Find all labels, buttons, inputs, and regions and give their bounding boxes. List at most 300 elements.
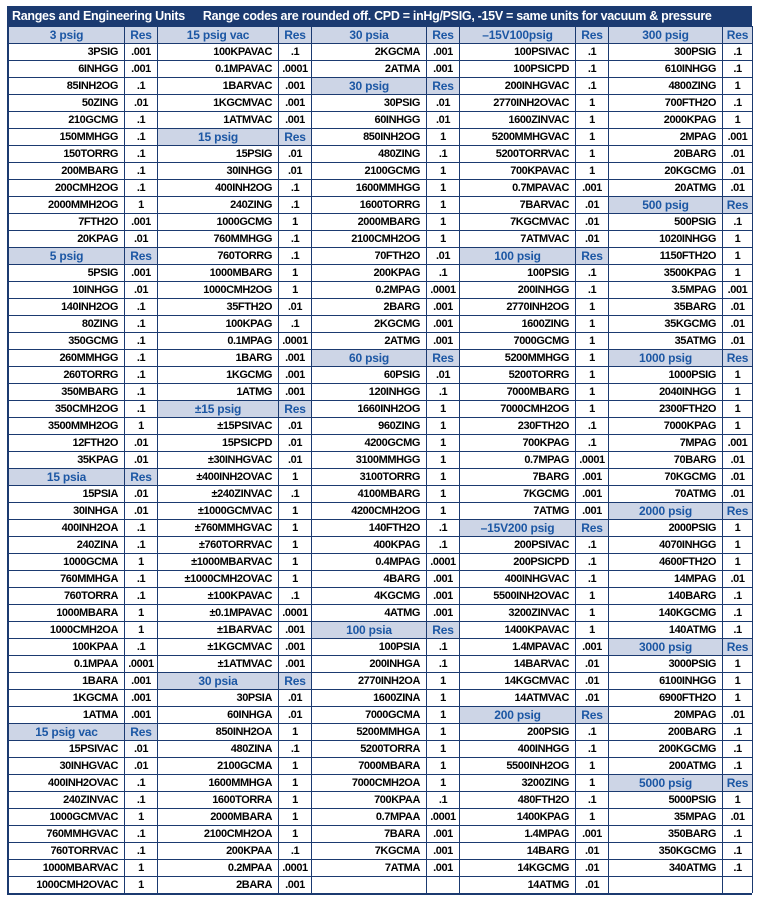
range-code-cell: ±400INH2OVAC: [158, 468, 279, 485]
range-code-cell: 30INHGVAC: [9, 757, 125, 774]
empty-row: [609, 876, 753, 893]
res-value-cell: .001: [723, 128, 753, 145]
section-header-row: [312, 77, 460, 94]
ranges-document: [7, 6, 752, 895]
res-value-cell: .01: [125, 757, 158, 774]
res-value-cell: 1: [279, 468, 312, 485]
res-value-cell: .1: [279, 230, 312, 247]
res-header-label: Res: [427, 621, 460, 638]
section-label: 15 psig: [158, 128, 279, 145]
res-value-cell: .1: [125, 825, 158, 842]
range-code-cell: 760MMHGA: [9, 570, 125, 587]
range-code-cell: 70KGCMG: [609, 468, 723, 485]
res-value-cell: 1: [427, 434, 460, 451]
range-code-cell: 1KGCMA: [9, 689, 125, 706]
data-row: [312, 468, 460, 485]
section-label: 200 psig: [460, 706, 576, 723]
data-row: [460, 332, 609, 349]
range-code-cell: 1000CMH2OG: [158, 281, 279, 298]
data-row: [312, 162, 460, 179]
data-row: [9, 842, 158, 859]
data-row: [158, 570, 312, 587]
range-code-cell: 14ATMG: [460, 876, 576, 893]
res-value-cell: 1: [723, 791, 753, 808]
res-value-cell: 1: [576, 162, 609, 179]
range-code-cell: 1600ZINA: [312, 689, 427, 706]
res-value-cell: .001: [125, 706, 158, 723]
data-row: [9, 587, 158, 604]
data-row: [312, 332, 460, 349]
res-value-cell: .1: [576, 723, 609, 740]
data-row: [460, 162, 609, 179]
data-row: [460, 655, 609, 672]
res-header-label: Res: [427, 77, 460, 94]
range-code-cell: ±1000CMH2OVAC: [158, 570, 279, 587]
res-value-cell: .1: [125, 349, 158, 366]
res-value-cell: .01: [576, 689, 609, 706]
res-value-cell: .1: [125, 111, 158, 128]
res-value-cell: 1: [723, 264, 753, 281]
range-code-cell: 400INH2OA: [9, 519, 125, 536]
data-row: [460, 213, 609, 230]
data-row: [312, 519, 460, 536]
data-row: [158, 468, 312, 485]
range-code-cell: 200PSICPD: [460, 553, 576, 570]
section-header-row: [158, 26, 312, 43]
section-label: 15 psia: [9, 468, 125, 485]
range-code-cell: 30PSIG: [312, 94, 427, 111]
range-code-cell: 14KGCMVAC: [460, 672, 576, 689]
data-row: [9, 128, 158, 145]
res-value-cell: .0001: [576, 451, 609, 468]
res-value-cell: .1: [279, 842, 312, 859]
column-pair-4: [459, 26, 609, 893]
res-value-cell: .01: [576, 842, 609, 859]
range-code-cell: 1BARVAC: [158, 77, 279, 94]
res-value-cell: .01: [125, 740, 158, 757]
range-code-cell: 1ATMA: [9, 706, 125, 723]
data-row: [460, 876, 609, 893]
range-code-cell: 2000PSIG: [609, 519, 723, 536]
res-value-cell: 1: [723, 247, 753, 264]
res-value-cell: .1: [125, 842, 158, 859]
data-row: [460, 672, 609, 689]
data-row: [158, 740, 312, 757]
res-value-cell: 1: [576, 94, 609, 111]
data-row: [460, 536, 609, 553]
data-row: [158, 417, 312, 434]
range-code-cell: 2KGCMA: [312, 43, 427, 60]
data-row: [312, 400, 460, 417]
range-code-cell: 5PSIG: [9, 264, 125, 281]
range-code-cell: 6100INHGG: [609, 672, 723, 689]
range-code-cell: 480FTH2O: [460, 791, 576, 808]
res-header-label: Res: [723, 774, 753, 791]
data-row: [9, 366, 158, 383]
section-header-row: [609, 502, 753, 519]
range-code-cell: 1600MMHGA: [158, 774, 279, 791]
range-code-cell: 850INH2OA: [158, 723, 279, 740]
range-code-cell: 5200MMHGVAC: [460, 128, 576, 145]
data-row: [312, 842, 460, 859]
range-code-cell: 2770INH2OG: [460, 298, 576, 315]
res-header-label: Res: [279, 672, 312, 689]
res-value-cell: 1: [427, 417, 460, 434]
res-value-cell: .01: [723, 808, 753, 825]
res-value-cell: 1: [723, 553, 753, 570]
res-value-cell: .001: [279, 383, 312, 400]
data-row: [312, 536, 460, 553]
res-value-cell: .01: [576, 213, 609, 230]
data-row: [312, 281, 460, 298]
section-header-row: [158, 128, 312, 145]
data-row: [609, 247, 753, 264]
range-code-cell: ±15PSIVAC: [158, 417, 279, 434]
res-value-cell: .1: [723, 859, 753, 876]
res-value-cell: .1: [427, 145, 460, 162]
range-code-cell: 12FTH2O: [9, 434, 125, 451]
res-value-cell: 1: [723, 111, 753, 128]
data-row: [9, 349, 158, 366]
range-code-cell: 700FTH2O: [609, 94, 723, 111]
data-row: [9, 570, 158, 587]
res-value-cell: 1: [576, 383, 609, 400]
res-value-cell: .001: [279, 111, 312, 128]
range-code-cell: 3500MMH2OG: [9, 417, 125, 434]
range-code-cell: 1600MMHGG: [312, 179, 427, 196]
range-code-cell: 200PSIG: [460, 723, 576, 740]
data-row: [460, 434, 609, 451]
res-value-cell: 1: [576, 315, 609, 332]
data-row: [312, 434, 460, 451]
range-code-cell: 200BARG: [609, 723, 723, 740]
data-row: [312, 366, 460, 383]
res-value-cell: 1: [427, 706, 460, 723]
section-label: 100 psig: [460, 247, 576, 264]
data-row: [460, 621, 609, 638]
data-row: [609, 825, 753, 842]
res-value-cell: .001: [576, 468, 609, 485]
data-row: [158, 519, 312, 536]
section-header-row: [9, 468, 158, 485]
res-value-cell: .1: [125, 383, 158, 400]
range-code-cell: 0.7MPAA: [312, 808, 427, 825]
res-value-cell: .1: [427, 383, 460, 400]
range-code-cell: 7KGCMA: [312, 842, 427, 859]
data-row: [9, 298, 158, 315]
range-code-cell: 200INHGG: [460, 281, 576, 298]
section-header-row: [460, 26, 609, 43]
range-code-cell: 200ATMG: [609, 757, 723, 774]
range-code-cell: 5200MMHGA: [312, 723, 427, 740]
res-header-label: Res: [125, 723, 158, 740]
data-row: [460, 315, 609, 332]
data-row: [9, 43, 158, 60]
data-row: [609, 655, 753, 672]
res-value-cell: .1: [125, 570, 158, 587]
data-row: [158, 247, 312, 264]
data-row: [609, 400, 753, 417]
res-value-cell: .1: [723, 60, 753, 77]
range-code-cell: 150MMHGG: [9, 128, 125, 145]
res-value-cell: .1: [576, 570, 609, 587]
data-row: [609, 230, 753, 247]
section-label: –15V100psig: [460, 26, 576, 43]
range-code-cell: 2100CMH2OA: [158, 825, 279, 842]
data-row: [9, 876, 158, 893]
range-code-cell: 2300FTH2O: [609, 400, 723, 417]
data-row: [158, 383, 312, 400]
range-code-cell: 0.2MPAG: [312, 281, 427, 298]
data-row: [460, 502, 609, 519]
section-header-row: [460, 706, 609, 723]
res-value-cell: .0001: [279, 604, 312, 621]
res-value-cell: .01: [427, 247, 460, 264]
res-value-cell: .001: [427, 842, 460, 859]
range-code-cell: 1000CMH2OVAC: [9, 876, 125, 893]
section-label: 15 psig vac: [158, 26, 279, 43]
range-code-cell: 15PSIA: [9, 485, 125, 502]
range-code-cell: 1000MBARVAC: [9, 859, 125, 876]
res-value-cell: .001: [723, 281, 753, 298]
range-code-cell: 140INH2OG: [9, 298, 125, 315]
res-value-cell: .1: [125, 774, 158, 791]
data-row: [158, 808, 312, 825]
data-row: [460, 774, 609, 791]
data-row: [9, 621, 158, 638]
res-value-cell: .01: [723, 332, 753, 349]
data-row: [9, 213, 158, 230]
res-header-label: Res: [723, 502, 753, 519]
section-label: 60 psig: [312, 349, 427, 366]
res-value-cell: 1: [576, 400, 609, 417]
res-header-label: Res: [576, 519, 609, 536]
data-row: [158, 60, 312, 77]
data-row: [460, 638, 609, 655]
res-value-cell: .1: [723, 757, 753, 774]
res-value-cell: 1: [723, 400, 753, 417]
data-row: [158, 332, 312, 349]
range-code-cell: 400INHGVAC: [460, 570, 576, 587]
range-code-cell: 7000MBARG: [460, 383, 576, 400]
range-code-cell: 4600FTH2O: [609, 553, 723, 570]
range-code-cell: 35FTH2O: [158, 298, 279, 315]
res-value-cell: .001: [427, 587, 460, 604]
range-code-cell: 70FTH2O: [312, 247, 427, 264]
range-code-cell: 5200TORRA: [312, 740, 427, 757]
res-value-cell: .1: [125, 366, 158, 383]
data-row: [158, 553, 312, 570]
res-value-cell: 1: [723, 519, 753, 536]
range-code-cell: 3200ZING: [460, 774, 576, 791]
range-code-cell: 230FTH2O: [460, 417, 576, 434]
res-value-cell: 1: [576, 349, 609, 366]
res-value-cell: 1: [125, 553, 158, 570]
empty-range-cell: [312, 876, 427, 893]
range-code-cell: 2100GCMG: [312, 162, 427, 179]
res-value-cell: .01: [576, 859, 609, 876]
data-row: [158, 196, 312, 213]
res-value-cell: 1: [576, 111, 609, 128]
data-row: [312, 757, 460, 774]
res-value-cell: .001: [427, 60, 460, 77]
res-value-cell: .1: [125, 77, 158, 94]
data-row: [460, 94, 609, 111]
data-row: [9, 315, 158, 332]
range-code-cell: 14MPAG: [609, 570, 723, 587]
data-row: [158, 366, 312, 383]
range-code-cell: 7BARVAC: [460, 196, 576, 213]
range-code-cell: 700KPAG: [460, 434, 576, 451]
range-code-cell: 200KGCMG: [609, 740, 723, 757]
res-value-cell: .1: [125, 298, 158, 315]
res-value-cell: .1: [279, 485, 312, 502]
data-row: [609, 213, 753, 230]
res-value-cell: .01: [723, 145, 753, 162]
range-code-cell: 1KGCMG: [158, 366, 279, 383]
range-code-cell: 0.4MPAG: [312, 553, 427, 570]
data-row: [460, 485, 609, 502]
data-row: [158, 145, 312, 162]
res-value-cell: 1: [576, 332, 609, 349]
data-row: [460, 689, 609, 706]
range-code-cell: 20BARG: [609, 145, 723, 162]
res-value-cell: .1: [427, 655, 460, 672]
data-row: [9, 383, 158, 400]
data-row: [9, 740, 158, 757]
range-code-cell: ±240ZINVAC: [158, 485, 279, 502]
res-value-cell: 1: [576, 621, 609, 638]
res-value-cell: 1: [576, 774, 609, 791]
range-code-cell: 6900FTH2O: [609, 689, 723, 706]
data-row: [9, 706, 158, 723]
res-value-cell: .001: [427, 43, 460, 60]
range-code-cell: 5500INH2OVAC: [460, 587, 576, 604]
section-label: 2000 psig: [609, 502, 723, 519]
res-value-cell: .1: [576, 791, 609, 808]
data-row: [9, 60, 158, 77]
range-code-cell: 35KGCMG: [609, 315, 723, 332]
section-header-row: [158, 400, 312, 417]
res-value-cell: .01: [125, 281, 158, 298]
section-header-row: [460, 247, 609, 264]
section-header-row: [312, 26, 460, 43]
range-code-cell: 1400KPAG: [460, 808, 576, 825]
res-value-cell: .001: [279, 366, 312, 383]
res-value-cell: .001: [723, 434, 753, 451]
range-code-cell: 200PSIVAC: [460, 536, 576, 553]
res-value-cell: .01: [576, 672, 609, 689]
res-value-cell: 1: [723, 77, 753, 94]
range-code-cell: 4800ZING: [609, 77, 723, 94]
data-row: [9, 179, 158, 196]
range-code-cell: 350MBARG: [9, 383, 125, 400]
data-row: [460, 859, 609, 876]
res-value-cell: .1: [723, 825, 753, 842]
res-value-cell: 1: [723, 672, 753, 689]
data-row: [9, 604, 158, 621]
res-value-cell: 1: [723, 689, 753, 706]
res-value-cell: 1: [576, 145, 609, 162]
range-code-cell: 2ATMG: [312, 332, 427, 349]
res-value-cell: .1: [723, 723, 753, 740]
range-code-cell: 50ZING: [9, 94, 125, 111]
range-code-cell: 20ATMG: [609, 179, 723, 196]
range-code-cell: 35MPAG: [609, 808, 723, 825]
data-row: [460, 808, 609, 825]
range-code-cell: 500PSIG: [609, 213, 723, 230]
range-code-cell: 30PSIA: [158, 689, 279, 706]
range-code-cell: 1150FTH2O: [609, 247, 723, 264]
range-code-cell: 7000MBARA: [312, 757, 427, 774]
data-row: [9, 757, 158, 774]
range-code-cell: 3.5MPAG: [609, 281, 723, 298]
res-value-cell: 1: [576, 298, 609, 315]
data-row: [609, 60, 753, 77]
data-row: [609, 536, 753, 553]
res-value-cell: .1: [576, 434, 609, 451]
range-code-cell: 2KGCMG: [312, 315, 427, 332]
res-value-cell: .001: [279, 621, 312, 638]
range-code-cell: 0.1MPAVAC: [158, 60, 279, 77]
res-value-cell: 1: [279, 281, 312, 298]
res-value-cell: .001: [427, 332, 460, 349]
data-row: [312, 553, 460, 570]
range-code-cell: 7000KPAG: [609, 417, 723, 434]
range-code-cell: 60PSIG: [312, 366, 427, 383]
res-value-cell: .001: [427, 825, 460, 842]
range-code-cell: ±1000GCMVAC: [158, 502, 279, 519]
section-header-row: [9, 723, 158, 740]
res-value-cell: .1: [125, 587, 158, 604]
range-code-cell: 15PSIVAC: [9, 740, 125, 757]
res-value-cell: .01: [427, 366, 460, 383]
data-row: [312, 383, 460, 400]
res-value-cell: .1: [723, 604, 753, 621]
res-value-cell: .1: [427, 519, 460, 536]
res-value-cell: 1: [427, 672, 460, 689]
data-row: [158, 706, 312, 723]
range-code-cell: 1600TORRG: [312, 196, 427, 213]
res-value-cell: .001: [279, 77, 312, 94]
res-value-cell: .01: [576, 876, 609, 893]
range-code-cell: 1600TORRA: [158, 791, 279, 808]
data-row: [460, 366, 609, 383]
range-code-cell: 7000GCMG: [460, 332, 576, 349]
data-row: [609, 264, 753, 281]
res-value-cell: 1: [427, 230, 460, 247]
range-code-cell: 0.7MPAVAC: [460, 179, 576, 196]
range-code-cell: 7KGCMG: [460, 485, 576, 502]
data-row: [158, 179, 312, 196]
data-row: [158, 451, 312, 468]
res-value-cell: 1: [125, 196, 158, 213]
range-code-cell: 2100CMH2OG: [312, 230, 427, 247]
range-code-cell: 4KGCMG: [312, 587, 427, 604]
res-value-cell: 1: [279, 213, 312, 230]
data-row: [158, 587, 312, 604]
data-row: [609, 111, 753, 128]
res-value-cell: .01: [125, 451, 158, 468]
data-row: [9, 94, 158, 111]
res-value-cell: 1: [427, 740, 460, 757]
data-row: [460, 111, 609, 128]
res-value-cell: 1: [279, 723, 312, 740]
section-header-row: [312, 349, 460, 366]
range-code-cell: 80ZING: [9, 315, 125, 332]
res-value-cell: .001: [576, 638, 609, 655]
range-code-cell: 14BARVAC: [460, 655, 576, 672]
